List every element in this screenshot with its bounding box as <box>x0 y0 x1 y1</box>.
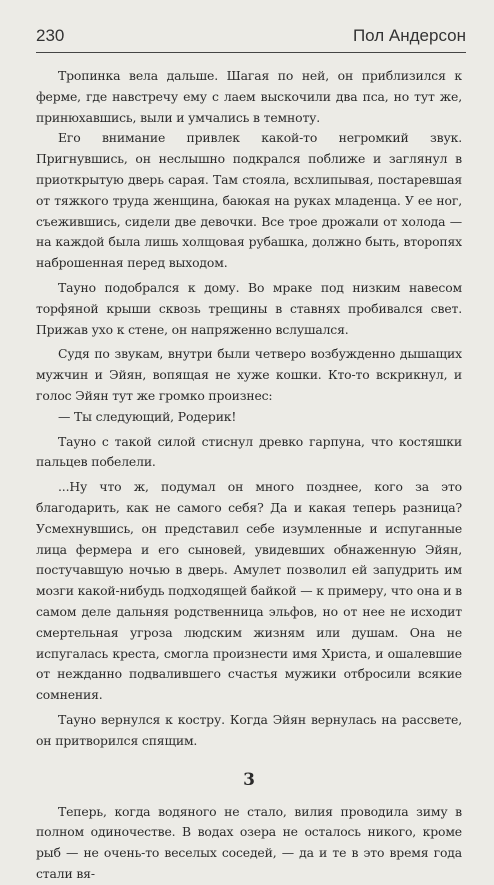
running-author: Пол Андерсон <box>352 26 466 45</box>
paragraph: Тауно подобрался к дому. Во мраке под низким навесом торфяной крыши сквозь трещины в ставнях пробивался свет. Прижав ухо к стене, он напряженно вслушался. <box>36 279 462 337</box>
chapter-number: 3 <box>243 769 255 790</box>
page-number: 230 <box>36 26 65 45</box>
paragraph: Тауно с такой силой стиснул древко гарпуна, что костяшки пальцев побелели. <box>36 433 462 470</box>
paragraph: ...Ну что ж, подумал он много позднее, кого за это благодарить, как не самого себя? Да и какая теперь разница? Усмехнувшись, он представил себе изумленные и испуганные лица фермера и его сыновей, увидевших обнаженную Эйян, постучавшую ночью в дверь. Амулет позволил ей запудрить им мозги какой-нибудь подходящей байкой — к примеру, что она и в самом деле дальняя родственница эльфов, но от нее не исходит смертельная угроза людским жизням или душам. Она не испугалась креста, смогла произнести имя Христа, и ошалевшие от нежданно подвалившего счастья мужики отбросили всякие сомнения. <box>36 479 462 703</box>
dialogue-line: — Ты следующий, Родерик! <box>58 408 237 424</box>
running-header <box>36 26 466 53</box>
paragraph: Судя по звукам, внутри были четверо возбужденно дышащих мужчин и Эйян, вопящая не хуже кошки. Кто-то вскрикнул, и голос Эйян тут же громко произнес: <box>36 346 462 403</box>
paragraph: Теперь, когда водяного не стало, вилия проводила зиму в полном одиночестве. В водах озера не осталось никого, кроме рыб — не очень-то веселых соседей, — да и те в это время года стали вя- <box>36 803 462 881</box>
paragraph: Тропинка вела дальше. Шагая по ней, он приблизился к ферме, где навстречу ему с лаем выскочили два пса, но тут же, принюхавшись, выли и умчались в темноту. <box>36 68 462 125</box>
page-body <box>36 66 462 885</box>
paragraph: Его внимание привлек какой-то негромкий звук. Пригнувшись, он неслышно подкрался поближе и заглянул в приоткрытую дверь сарая. Там стояла, всхлипывая, постаревшая от тяжкого труда женщина, баюкая на руках младенца. У ее ног, съежившись, сидели две девочки. Все трое дрожали от холода — на каждой была лишь холщовая рубашка, должно быть, второпях наброшенная перед выходом. <box>36 130 462 271</box>
paragraph: Тауно вернулся к костру. Когда Эйян вернулась на рассвете, он притворился спящим. <box>36 711 462 748</box>
